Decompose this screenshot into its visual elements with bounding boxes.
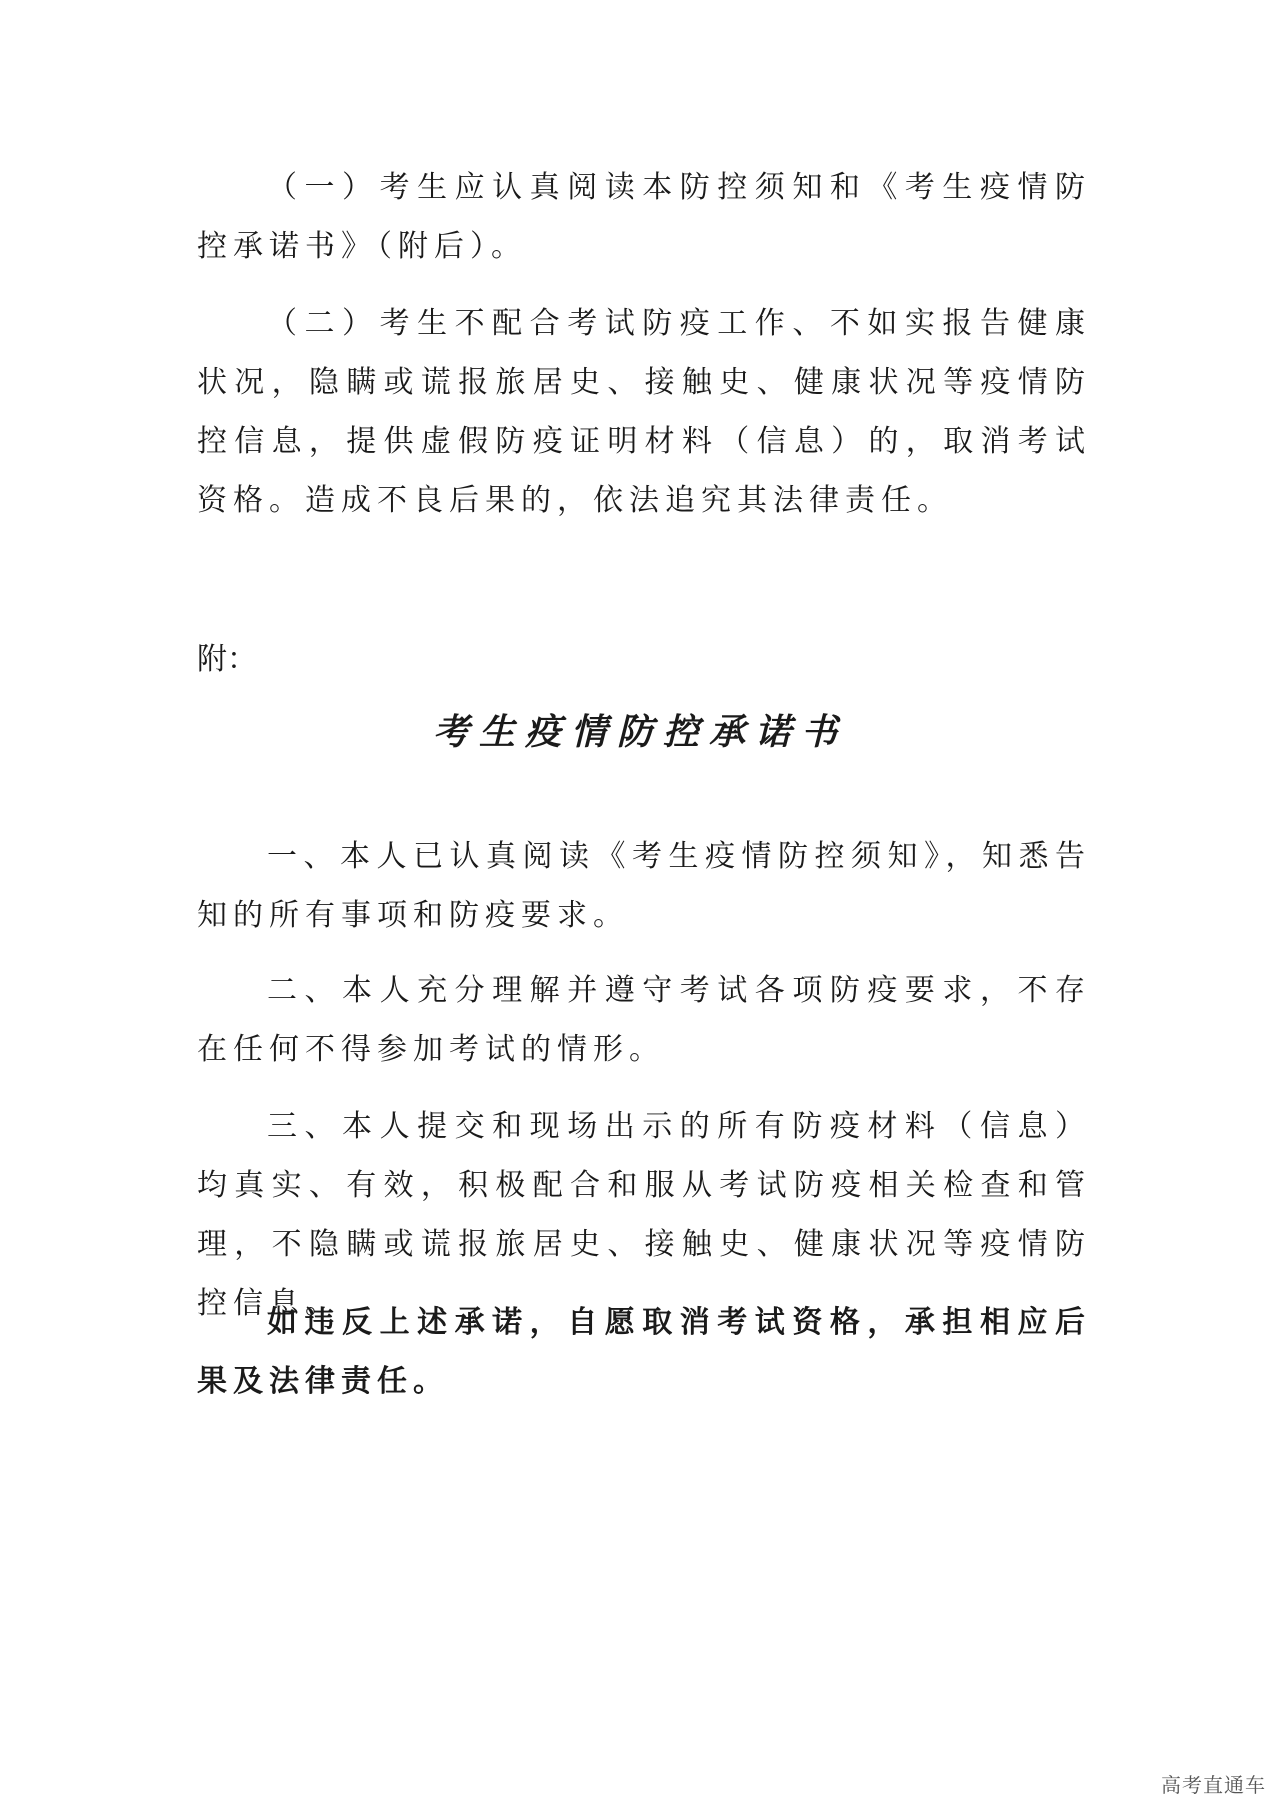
pledge-item-3: 三、本人提交和现场出示的所有防疫材料（信息）均真实、有效，积极配合和服从考试防疫相关检查和管理，不隐瞒或谎报旅居史、接触史、健康状况等疫情防控信息。 [197, 1109, 1091, 1321]
watermark: 高考直通车 [1161, 1773, 1266, 1797]
pledge-item-2: 二、本人充分理解并遵守考试各项防疫要求，不存在任何不得参加考试的情形。 [197, 973, 1091, 1067]
pledge-item-1: 一、本人已认真阅读《考生疫情防控须知》，知悉告知的所有事项和防疫要求。 [197, 839, 1091, 933]
attachment-label: 附： [197, 642, 257, 677]
pledge-title: 考生疫情防控承诺书 [432, 711, 847, 753]
notice-item-2: （二）考生不配合考试防疫工作、不如实报告健康状况，隐瞒或谎报旅居史、接触史、健康状况等疫情防控信息，提供虚假防疫证明材料（信息）的，取消考试资格。造成不良后果的，依法追究其法律责任。 [197, 306, 1091, 518]
pledge-closing: 如违反上述承诺，自愿取消考试资格，承担相应后果及法律责任。 [197, 1305, 1091, 1399]
notice-item-1: （一）考生应认真阅读本防控须知和《考生疫情防控承诺书》（附后）。 [197, 170, 1091, 264]
